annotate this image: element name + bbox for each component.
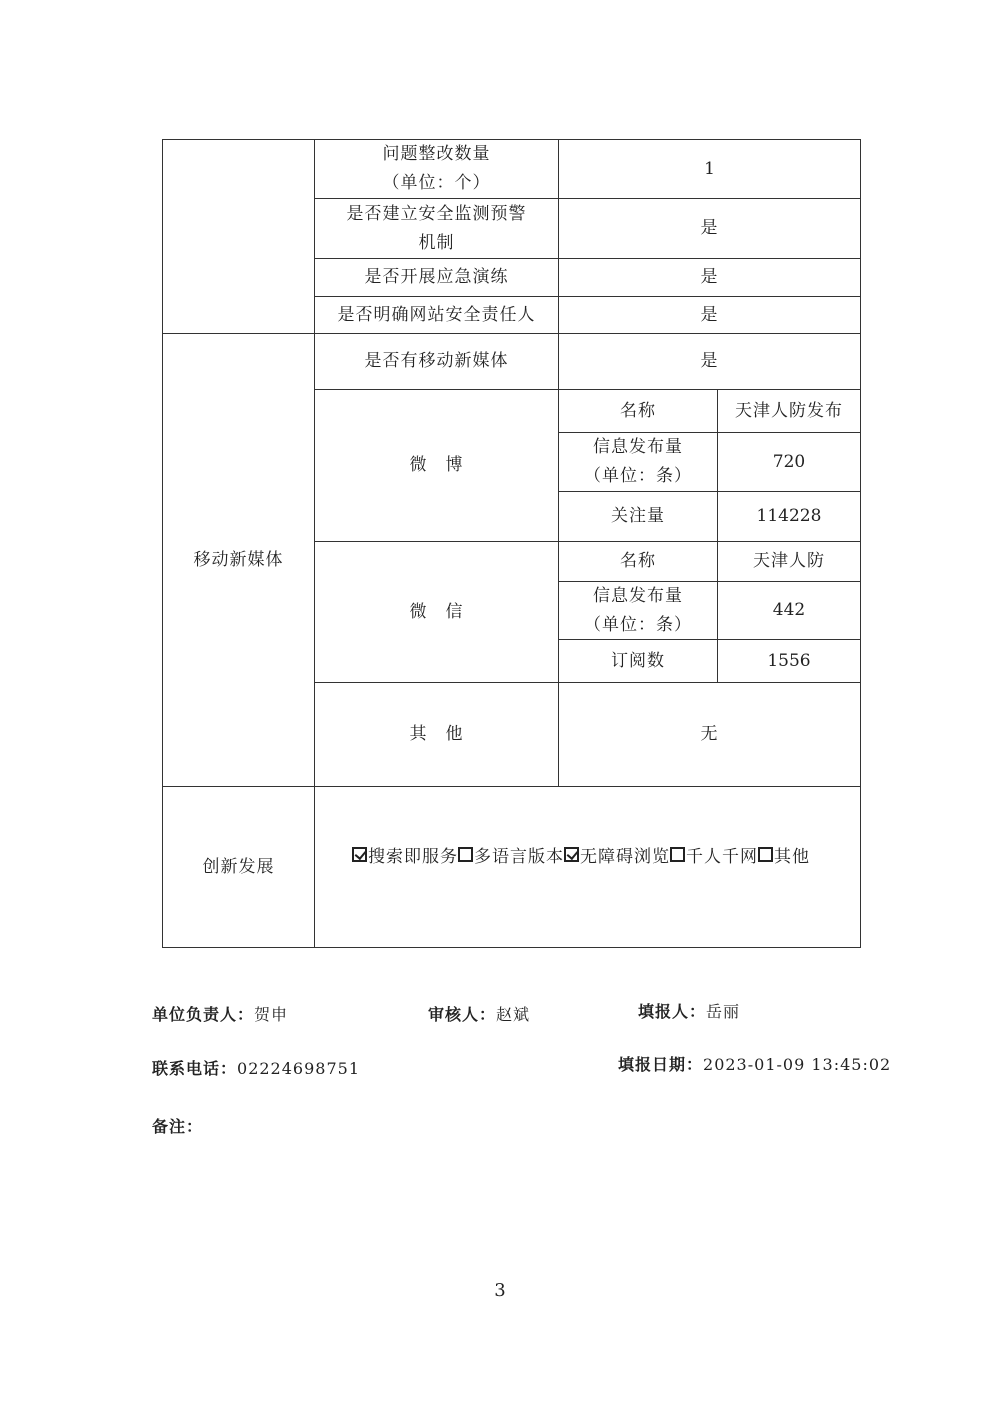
weibo-posts-label — [559, 433, 717, 491]
option-search-service: 搜索即服务 — [368, 846, 458, 867]
filler-label: 填报人： — [638, 1002, 707, 1021]
wechat-posts-label-line2: （单位：条） — [584, 614, 692, 635]
rectify-count-label — [315, 140, 558, 198]
has-mobile-label: 是否有移动新媒体 — [364, 351, 509, 371]
option-other: 其他 — [774, 846, 810, 867]
fill-date-value: 2023-01-09 13:45:02 — [703, 1055, 892, 1074]
rectify-label-line1: 问题整改数量 — [382, 144, 491, 164]
page-number: 3 — [494, 1280, 506, 1301]
reviewer-label: 审核人： — [428, 1005, 497, 1024]
wechat-name-value: 天津人防 — [753, 551, 825, 571]
wechat-posts-label-line1: 信息发布量 — [593, 585, 683, 606]
option-personalized: 千人千网 — [686, 846, 758, 867]
remark-label: 备注： — [152, 1117, 204, 1136]
checkbox-other[interactable] — [758, 847, 773, 862]
owner-value: 是 — [700, 304, 719, 325]
rectify-count-value: 1 — [704, 158, 715, 179]
contact-phone — [152, 1056, 360, 1079]
contact-phone-value: 02224698751 — [237, 1059, 360, 1078]
wechat-subscribers-label: 订阅数 — [611, 650, 665, 671]
innovation-section-label: 创新发展 — [202, 856, 275, 877]
other-media-value: 无 — [700, 724, 719, 744]
monitoring-label — [315, 199, 558, 258]
drill-value: 是 — [700, 267, 719, 287]
checkbox-personalized[interactable] — [670, 847, 685, 862]
has-mobile-value: 是 — [700, 351, 719, 371]
filler — [638, 999, 740, 1022]
monitoring-label-line2: 机制 — [418, 232, 455, 253]
weibo-posts-label-line2: （单位：条） — [584, 466, 692, 486]
wechat-posts-value: 442 — [772, 600, 806, 620]
filler-value: 岳丽 — [706, 1002, 741, 1021]
reviewer — [428, 1002, 530, 1025]
weibo-posts-label-line1: 信息发布量 — [593, 437, 683, 457]
weibo-followers-value: 114228 — [756, 506, 822, 526]
weibo-name-value: 天津人防发布 — [735, 400, 843, 421]
checkbox-search-service[interactable] — [352, 847, 367, 862]
rectify-label-line2: （单位：个） — [382, 173, 491, 193]
checkbox-multilingual[interactable] — [458, 847, 473, 862]
contact-phone-label: 联系电话： — [152, 1059, 238, 1078]
mobile-section-label: 移动新媒体 — [193, 549, 284, 570]
weibo-name-label: 名称 — [620, 400, 656, 421]
monitoring-value: 是 — [700, 218, 719, 238]
remark — [152, 1114, 203, 1137]
unit-head — [152, 1002, 288, 1025]
innovation-options — [352, 839, 862, 869]
unit-head-label: 单位负责人： — [152, 1005, 255, 1024]
fill-date — [618, 1052, 891, 1075]
weibo-posts-value: 720 — [772, 451, 806, 472]
wechat-label: 微 信 — [409, 601, 464, 622]
wechat-posts-label — [559, 582, 717, 639]
fill-date-label: 填报日期： — [618, 1055, 704, 1074]
owner-label: 是否明确网站安全责任人 — [337, 304, 536, 325]
monitoring-label-line1: 是否建立安全监测预警 — [346, 203, 527, 224]
checkbox-accessibility[interactable] — [564, 847, 579, 862]
drill-label: 是否开展应急演练 — [364, 267, 509, 287]
wechat-subscribers-value: 1556 — [767, 650, 811, 671]
weibo-label: 微 博 — [409, 455, 464, 475]
unit-head-value: 贺申 — [254, 1005, 289, 1024]
other-media-label: 其 他 — [409, 724, 464, 744]
option-multilingual: 多语言版本 — [474, 846, 564, 867]
option-accessibility: 无障碍浏览 — [580, 846, 670, 867]
wechat-name-label: 名称 — [620, 551, 656, 571]
weibo-followers-label: 关注量 — [611, 506, 665, 526]
reviewer-value: 赵斌 — [496, 1005, 531, 1024]
